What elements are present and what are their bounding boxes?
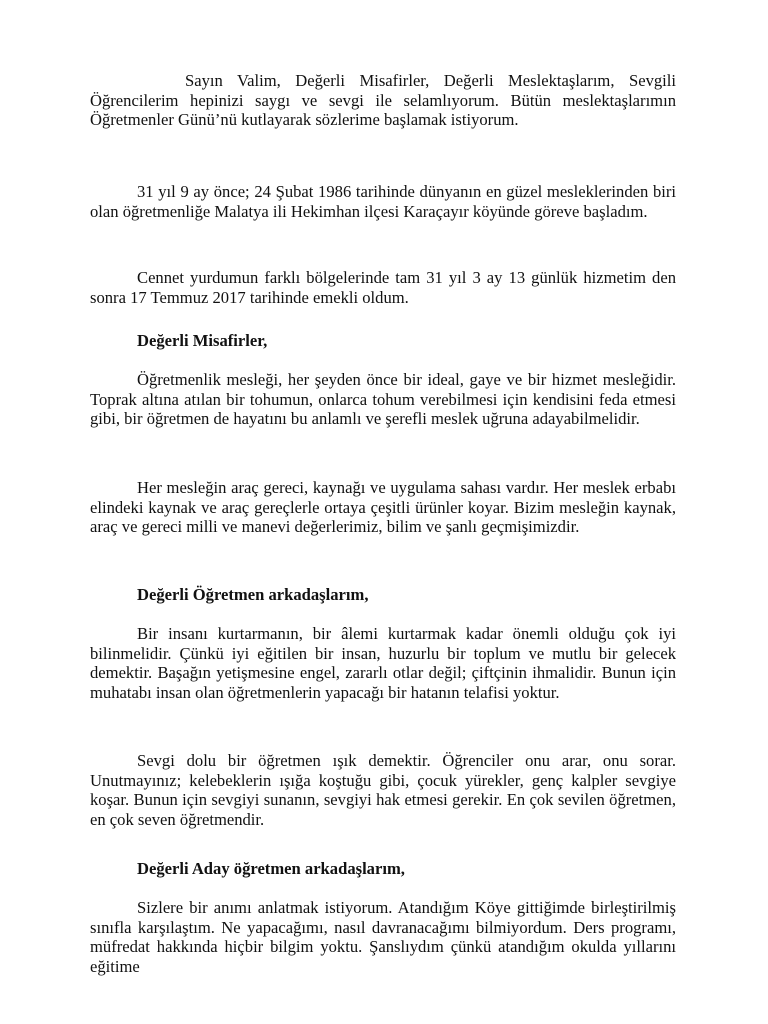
document-page [90,0,676,1024]
heading-candidate-teachers: Değerli Aday öğretmen arkadaşlarım, [137,859,405,878]
paragraph-career-start: 31 yıl 9 ay önce; 24 Şubat 1986 tarihinde dünyanın en güzel mesleklerinden biri olan öğretmenliğe Malatya ili Hekimhan ilçesi Karaçayır köyünde göreve başladım. [90,182,676,221]
paragraph-teaching-ideal: Öğretmenlik mesleği, her şeyden önce bir ideal, gaye ve bir hizmet mesleğidir. Toprak altına atılan bir tohumun, onlarca tohum verebilmesi için kendisini feda etmesi gibi, bir öğretmen de hayatını bu anlamlı ve şerefli meslek uğruna adayabilmelidir. [90,370,676,429]
paragraph-memory: Sizlere bir anımı anlatmak istiyorum. Atandığım Köye gittiğimde birleştirilmiş sınıfla karşılaştım. Ne yapacağımı, nasıl davranacağımı bilmiyordum. Ders programı, müfredat hakkında hiçbir bilgim yoktu. Şanslıydım çünkü atandığım okulda yıllarını eğitime [90,898,676,976]
paragraph-profession-tools: Her mesleğin araç gereci, kaynağı ve uygulama sahası vardır. Her meslek erbabı elindeki kaynak ve araç gereçlerle ortaya çeşitli ürünler koyar. Bizim mesleğin kaynak, araç ve gereci milli ve manevi değerlerimiz, bilim ve şanlı geçmişimizdir. [90,478,676,537]
heading-teacher-colleagues: Değerli Öğretmen arkadaşlarım, [137,585,369,604]
heading-guests: Değerli Misafirler, [137,331,268,350]
paragraph-loving-teacher: Sevgi dolu bir öğretmen ışık demektir. Öğrenciler onu arar, onu sorar. Unutmayınız; kelebeklerin ışığa koştuğu gibi, çocuk yürekler, genç kalpler sevgiye koşar. Bunun için sevgiyi sunanın, sevgiyi hak etmesi gerekir. En çok sevilen öğretmen, en çok seven öğretmendir. [90,751,676,829]
paragraph-greeting: Sayın Valim, Değerli Misafirler, Değerli Meslektaşlarım, Sevgili Öğrencilerim hepinizi saygı ve sevgi ile selamlıyorum. Bütün meslektaşlarımın Öğretmenler Günü’nü kutlayarak sözlerime başlamak istiyorum. [90,71,676,130]
paragraph-saving-a-person: Bir insanı kurtarmanın, bir âlemi kurtarmak kadar önemli olduğu çok iyi bilinmelidir. Çünkü iyi eğitilen bir insan, huzurlu bir toplum ve mutlu bir gelecek demektir. Başağın yetişmesine engel, zararlı otlar değil; çiftçinin ihmalidir. Bunun için muhatabı insan olan öğretmenlerin yapacağı bir hatanın telafisi yoktur. [90,624,676,702]
paragraph-retirement: Cennet yurdumun farklı bölgelerinde tam 31 yıl 3 ay 13 günlük hizmetim den sonra 17 Temmuz 2017 tarihinde emekli oldum. [90,268,676,307]
